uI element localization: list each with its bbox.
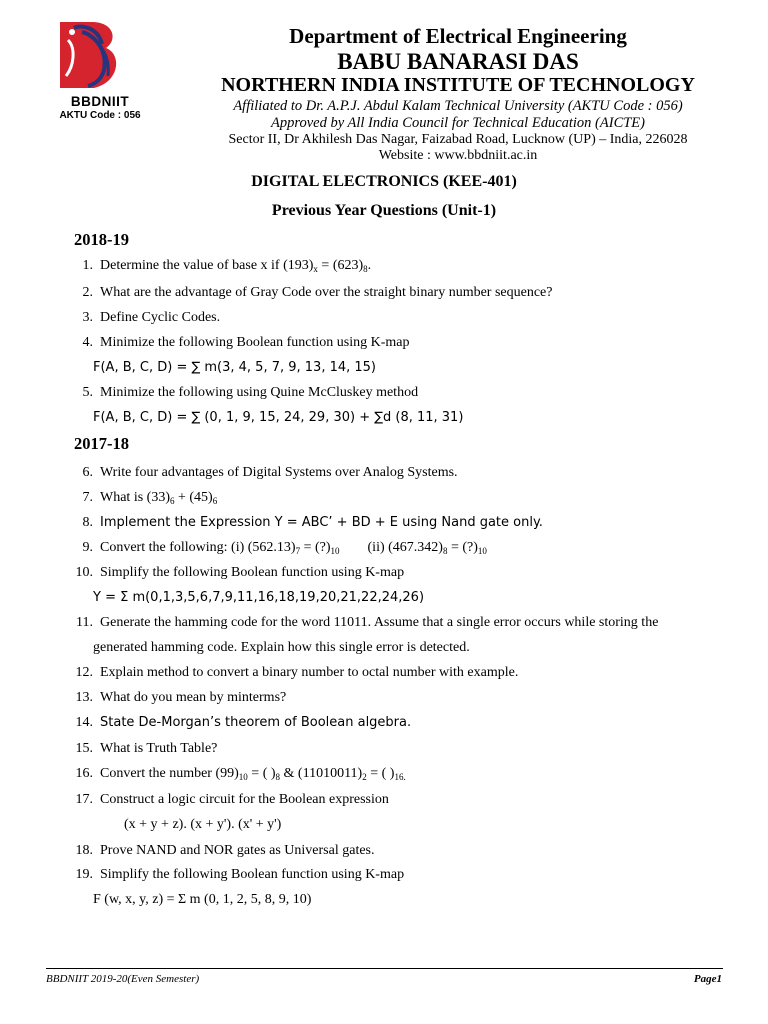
course-title: DIGITAL ELECTRONICS (KEE-401) [251,173,517,190]
question-expression: F (w, x, y, z) = Σ m (0, 1, 2, 5, 8, 9, 10) [93,892,312,907]
year-heading: 2017-18 [74,434,129,453]
bbdniit-logo [52,18,136,96]
question: 19. Simplify the following Boolean function using K-map [75,867,405,882]
question: 11. Generate the hamming code for the word 11011. Assume that a single error occurs while storing the [76,615,659,630]
approval-line: Approved by All India Council for Technical Education (AICTE) [271,115,645,131]
question: 18. Prove NAND and NOR gates as Universal gates. [75,843,375,858]
aktu-code-label: AKTU Code : 056 [59,110,141,121]
question-expression: F(A, B, C, D) = ∑ m(3, 4, 5, 7, 9, 13, 14, 15) [93,360,377,375]
question: 6. Write four advantages of Digital Systems over Analog Systems. [82,465,458,480]
question: 9. Convert the following: (i) $(562.13)_7$ = $(?)_{10}$ (ii) $(467.342)_8$ = $(?)_{10}$ [82,540,487,556]
question: 15. What is Truth Table? [75,741,218,756]
question-expression: Y = Σ m(0,1,3,5,6,7,9,11,16,18,19,20,21,22,24,26) [93,590,425,605]
institute-name: BABU BANARASI DAS [337,49,579,74]
question: 4. Minimize the following Boolean function using K-map [82,335,410,350]
website-line: Website : www.bbdniit.ac.in [378,148,538,163]
question: 1. Determine the value of base x if $(193)_x = (623)_8$. [82,258,372,274]
year-heading: 2018-19 [74,230,129,249]
question-continuation: generated hamming code. Explain how this single error is detected. [93,640,470,655]
question: 2. What are the advantage of Gray Code over the straight binary number sequence? [82,285,553,300]
footer-page-number: Page1 [693,973,722,985]
question: 14. State De-Morgan’s theorem of Boolean algebra. [75,715,412,730]
question: 10. Simplify the following Boolean function using K-map [75,565,405,580]
section-title: Previous Year Questions (Unit-1) [271,202,497,219]
question-expression: F(A, B, C, D) = ∑ (0, 1, 9, 15, 24, 29, 30) + ∑d (8, 11, 31) [93,410,464,425]
question: 17. Construct a logic circuit for the Boolean expression [75,792,389,807]
footer-semester: BBDNIIT 2019-20(Even Semester) [46,973,200,985]
institute-full-name: NORTHERN INDIA INSTITUTE OF TECHNOLOGY [221,74,695,96]
department-name: Department of Electrical Engineering [289,24,627,48]
footer-divider [46,968,723,969]
affiliation-line: Affiliated to Dr. A.P.J. Abdul Kalam Technical University (AKTU Code : 056) [233,98,683,114]
logo-text: BBDNIIT [70,94,130,109]
question: 8. Implement the Expression Y = ABC’ + BD + E using Nand gate only. [82,515,543,530]
question: 5. Minimize the following using Quine McCluskey method [82,385,419,400]
address-line: Sector II, Dr Akhilesh Das Nagar, Faizabad Road, Lucknow (UP) – India, 226028 [228,132,688,147]
question-expression: (x + y + z). (x + y'). (x' + y') [124,817,282,832]
question: 12. Explain method to convert a binary number to octal number with example. [75,665,519,680]
question: 3. Define Cyclic Codes. [82,310,221,325]
question: 7. What is $(33)_6 + (45)_6$ [82,490,218,506]
question: 16. Convert the number $(99)_{10}$ = ( )$_8$ & $(11010011)_2$ = ( )$_{16.}$ [75,766,406,782]
question: 13. What do you mean by minterms? [75,690,287,705]
